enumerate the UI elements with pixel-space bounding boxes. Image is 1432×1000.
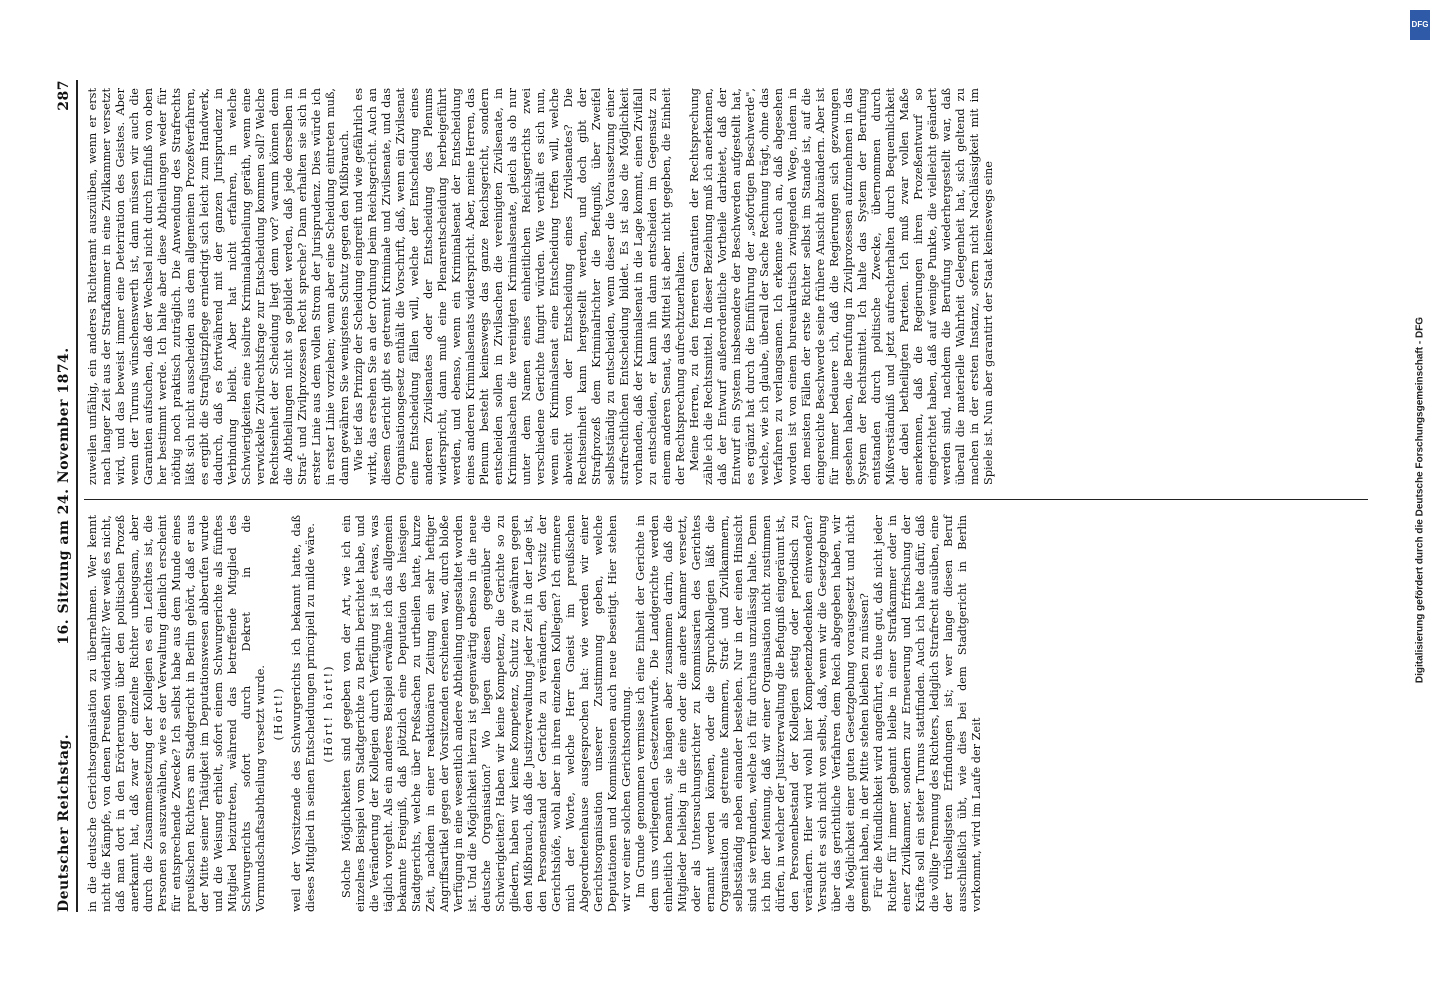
page-number: 287 [56, 80, 72, 111]
dfg-logo: DFG [1410, 10, 1430, 40]
header-rule [76, 80, 78, 912]
paragraph: Meine Herren, zu den ferneren Garantien der Rechtsprechung zähle ich die Rechtsmittel. In dieser Beziehung muß ich anerkennen, daß der Entwurf außerordentliche Vortheile darbietet, daß der Entwurf ein System insbesondere der Beschwerden aufgestellt hat, es ergänzt hat durch die Einführung der „sofortigen Beschwerde", welche, wie ich glaube, überall der Sache Rechnung trägt, ohne das Verfahren zu verlangsamen. Ich erkenne auch an, daß abgesehen worden ist von einem bureaukratisch zwingenden Wege, indem in den meisten Fällen der erste Richter selbst im Stande ist, auf die eingereichte Beschwerde seine frühere Ansicht abzuändern. Aber ist für immer bedauere ich, daß die Regierungen sich gezwungen gesehen haben, die Berufung in Zivilprozessen aufzunehmen in das System der Rechtsmittel. Ich halte das System der Berufung entstanden durch politische Zwecke, übernommen durch Mißverständniß und jetzt aufrechterhalten durch Bequemlichkeit der dabei betheiligten Parteien. Ich muß zwar vollen Maße anerkennen, daß die Regierungen ihren Prozeßentwurf so eingerichtet haben, daß auf wenige Punkte, die vielleicht geändert werden sind, nachdem die Berufung wiederhergestellt war, daß überall die materielle Wahrheit Gelegenheit hat, sich geltend zu machen in der ersten Instanz, sofern nicht Nachlässigkeit mit im Spiele ist. Nun aber garantirt der Staat keineswegs eine [688, 88, 995, 485]
paragraph: Solche Möglichkeiten sind gegeben von der Art, wie ich ein einzelnes Beispiel vom Stadtgerichte zu Berlin berichtet habe, und die Veränderung der Kollegien durch Verfügung ist ja etwas, was täglich vorgeht. Als ein anderes Beispiel erwähne ich das allgemein bekannte Ereigniß, daß plötzlich eine Deputation des hiesigen Stadtgerichts, welche über Preßsachen zu urtheilen hatte, kurze Zeit, nachdem in einer reaktionären Zeitung ein sehr heftiger Angriffsartikel gegen der Vorsitzenden erschienen war, durch bloße Verfügung in eine wesentlich andere Abtheilung umgestaltet worden ist. Und die Möglichkeit hierzu ist gegenwärtig ebenso in die neue deutsche Organisation? Wo liegen diesen gegenüber die Schwierigkeiten? Haben wir keine Kompetenz, die Gerichte so zu gliedern, haben wir keine Kompetenz, Schutz zu gewähren gegen den Mißbrauch, daß die Justizverwaltung jeder Zeit in der Lage ist, den Personenstand der Gerichte zu verändern, den Vorsitz der Gerichtshöfe, wohl aber in ihren einzelnen Kollegien? Ich erinnere mich der Worte, welche Herr Gneist im preußischen Abgeordnetenhause ausgesprochen hat: wie werden wir einer Gerichtsorganisation unserer Zustimmung geben, welche Deputationen und Kommissionen auch neue beseitigt. Hier stehen wir vor einer solchen Gerichtsordnung. [340, 515, 633, 912]
paragraph: Für die Mündlichkeit wird angeführt, es thue gut, daß nicht jeder Richter für immer gebannt bleibe in einer Strafkammer oder in einer Zivilkammer, sondern zur Erneuerung und Erfrischung der Kräfte soll ein steter Turnus stattfinden. Auch ich halte dafür, daß die völlige Trennung des Richters, lediglich Strafrecht ausüben, eine der trübseligsten Erfindungen ist; wer lange diesen Beruf ausschließlich übt, wie dies bei dem Stadtgericht in Berlin vorkommt, wird im Laufe der Zeit [872, 515, 983, 912]
interjection: (Hört! hört!) [322, 664, 335, 763]
paragraph: zuweilen unfähig, ein anderes Richteramt auszuüben, wenn er erst nach langer Zeit aus der Strafkammer in eine Zivilkammer versetzt wird, und das beweist immer eine Deteriration des Geistes. Aber wenn der Turnus wünschenswerth ist, dann müssen wir auch die Garantien aufsuchen, daß der Wechsel nicht durch Einfluß von oben her bestimmt werde. Ich halte aber diese Abtheilungen weder für nöthig noch praktisch zuträglich. Die Anwendung des Strafrechts läßt sich nicht ausscheiden aus dem allgemeinen Prozeßverfahren, es ergibt die Strafjustizpflege erniedrigt sich leicht zum Handwerk, dadurch, daß es fortwährend mit der ganzen Jurisprudenz in Verbindung bleibt. Aber hat nicht erfahren, in welche Schwierigkeiten eine isolirte Kriminalabtheilung geräth, wenn eine verwickelte Zivilrechtsfrage zur Entscheidung kommen soll? Welche Rechtseinheit der Scheidung liegt denn vor? warum können denn die Abtheilungen nicht so gebildet werden, daß jede derselben in Straf- und Zivilprozessen Recht spreche? Dann erhalten sie sich in erster Linie aus dem vollen Strom der Jurisprudenz. Dies würde ich in erster Linie vorziehen; wenn aber eine Scheidung eintreten muß, dann gewähren Sie wenigstens Schutz gegen den Mißbrauch. [86, 88, 351, 485]
paragraph: weil der Vorsitzende des Schwurgerichts ich bekannt hatte, daß dieses Mitglied in seinen Entscheidungen principiell zu milde wäre. [290, 515, 317, 912]
left-column [86, 515, 984, 912]
header-session: 16. Sitzung am 24. November 1874. [56, 347, 72, 645]
digitization-note [1412, 0, 1428, 1000]
right-column [86, 88, 996, 485]
interjection: (Hört!) [272, 686, 285, 741]
paragraph: in die deutsche Gerichtsorganisation zu übernehmen. Wer kennt nicht die Kämpfe, von denen Preußen widerhallt? Wer weiß es nicht, daß man dort in den Erörterungen über den politischen Prozeß anerkannt hat, daß zwar der einzelne Richter unbeugsam, aber durch die Zusammensetzung der Kollegien es ein Leichtes ist, die Personen so auszuwählen, wie es der Verwaltung dienlich erscheint für entsprechende Zwecke? Ich selbst habe aus dem Munde eines preußischen Richters am Stadtgericht in Berlin gehört, daß er aus der Mitte seiner Thätigkeit im Deputationswesen abberufen wurde und die Weisung erhielt, sofort einem Schwurgerichte als fünftes Mitglied beizutreten, während das betreffende Mitglied des Schwurgerichts sofort durch Dekret in die Vormundschaftsabtheilung versetzt wurde. [86, 515, 267, 912]
page-header [56, 80, 74, 912]
header-title: Deutscher Reichstag. [56, 733, 72, 912]
column-divider [84, 499, 1368, 500]
paragraph: Wie tief das Prinzip der Scheidung eingreift und wie gefährlich es wirkt, das ersehen Sie an der Ordnung beim Reichsgericht. Auch an diesem Gericht gibt es getrennt Kriminale und Zivilsenate, und das Organisationsgesetz enthält die Vorschrift, daß, wenn ein Zivilsenat eine Entscheidung fällen will, welche der Entscheidung eines anderen Zivilsenates oder der Entscheidung des Plenums widerspricht, dann muß eine Plenarentscheidung herbeigeführt werden, und ebenso, wenn ein Kriminalsenat der Entscheidung eines anderen Kriminalsenats widerspricht. Aber, meine Herren, das Plenum besteht keineswegs das ganze Reichsgericht, sondern entscheiden sollen in Zivilsachen die vereinigten Zivilsenate, in Kriminalsachen die vereinigten Kriminalsenate, gleich als ob nur unter dem Namen eines einheitlichen Reichsgerichts zwei verschiedene Gerichte fungirt würden. Wie verhält es sich nun, wenn ein Kriminalsenat eine Entscheidung treffen will, welche abweicht von der Entscheidung eines Zivilsenates? Die Rechtseinheit kann hergestellt werden, und doch gibt der Strafprozeß dem Kriminalrichter die Befugniß, über Zweifel selbstständig zu entscheiden, wenn dieser die Voraussetzung einer strafrechtlichen Entscheidung bildet. Es ist also die Möglichkeit vorhanden, daß der Kriminalsenat in die Lage kommt, einen Zivilfall zu entscheiden, er kann ihn dann entscheiden im Gegensatz zu einem anderen Senat, das Mittel ist aber nicht gegeben, die Einheit der Rechtsprechung aufrechtzuerhalten. [352, 88, 687, 485]
digitization-text: Digitalisierung gefördert durch die Deutsche Forschungsgemeinschaft - DFG [1414, 316, 1426, 684]
paragraph: Im Grunde genommen vermisse ich eine Einheit der Gerichte in dem uns vorliegenden Gesetzentwurfe. Die Landgerichte werden einheitlich benannt, sie hängen aber zusammen darin, daß die Mitglieder beliebig in die eine oder die andere Kammer versetzt, oder als Untersuchungsrichter zu Kommissarien des Gerichtes ernannt werden können, oder die Spruchkollegien läßt die Organisation als getrennte Kammern, Straf- und Zivilkammern, selbstständig neben einander bestehen. Nur in der einen Hinsicht sind sie verbunden, welche ich für durchaus unzulässig halte. Denn ich bin der Meinung, daß wir einer Organisation nicht zustimmen dürfen, in welcher der Justizverwaltung die Befugniß eingeräumt ist, den Personenbestand der Kollegien stetig oder periodisch zu verändern. Hier wird wohl hier Kompetenzbedenken einwenden? Versucht es sich nicht von selbst, daß, wenn wir die Gesetzgebung über das gerichtliche Verfahren dem Reich abgegeben haben, wir die Möglichkeit einer guten Gesetzgebung vorausgesetzt und nicht gemeint haben, in der Mitte stehen bleiben zu müssen? [634, 515, 871, 912]
